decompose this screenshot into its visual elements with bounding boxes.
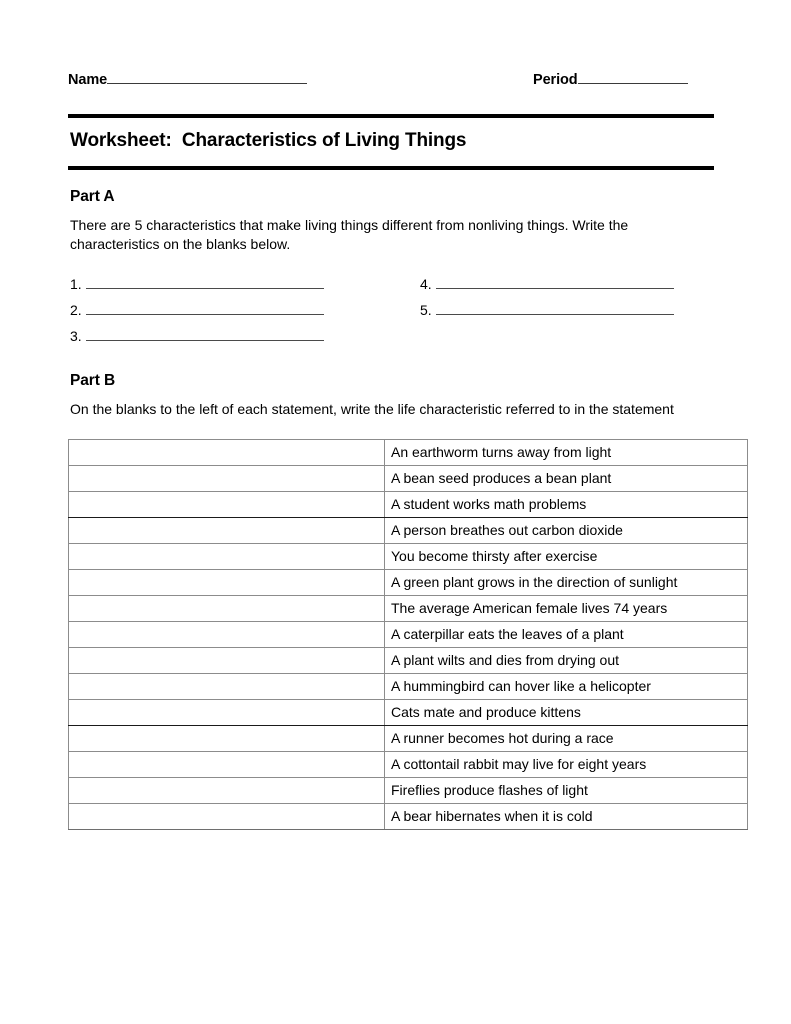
part-a-answer-blanks (68, 276, 716, 354)
answer-cell[interactable] (69, 466, 385, 492)
statement-cell: A bean seed produces a bean plant (385, 466, 748, 492)
table-row (69, 648, 748, 674)
table-row (69, 544, 748, 570)
part-b-instructions: On the blanks to the left of each statement, write the life characteristic referred to in the statement (70, 401, 674, 418)
table-row (69, 752, 748, 778)
statement-cell: An earthworm turns away from light (385, 440, 748, 466)
table-row (69, 492, 748, 518)
answer-cell[interactable] (69, 518, 385, 544)
answer-cell[interactable] (69, 700, 385, 726)
answer-cell[interactable] (69, 648, 385, 674)
page-title: Worksheet: Characteristics of Living Things (70, 130, 467, 151)
statement-cell: A person breathes out carbon dioxide (385, 518, 748, 544)
part-a-instructions: There are 5 characteristics that make living things different from nonliving things. Write the characteristics on the blanks below. (70, 217, 629, 253)
statement-cell: A student works math problems (385, 492, 748, 518)
statement-cell: A cottontail rabbit may live for eight years (385, 752, 748, 778)
answer-blank-3-number: 3. (70, 328, 82, 345)
student-info-header (68, 70, 716, 100)
statements-table-body (69, 440, 748, 830)
name-label: Name (68, 72, 108, 88)
table-row (69, 674, 748, 700)
answer-cell[interactable] (69, 440, 385, 466)
answer-blank-2-line[interactable] (86, 302, 324, 315)
answer-blank-4 (420, 276, 674, 292)
answer-blank-1-number: 1. (70, 276, 82, 293)
answer-cell[interactable] (69, 544, 385, 570)
answer-cell[interactable] (69, 492, 385, 518)
answer-cell[interactable] (69, 726, 385, 752)
statement-cell: A runner becomes hot during a race (385, 726, 748, 752)
name-input-blank[interactable] (107, 70, 307, 84)
table-row (69, 804, 748, 830)
table-row (69, 466, 748, 492)
answer-blank-1-line[interactable] (86, 276, 324, 289)
table-row (69, 726, 748, 752)
answer-cell[interactable] (69, 622, 385, 648)
answer-blank-5-number: 5. (420, 302, 432, 319)
title-rule-top (68, 114, 714, 118)
period-input-blank[interactable] (578, 70, 688, 84)
answer-blank-5 (420, 302, 674, 318)
statement-cell: A caterpillar eats the leaves of a plant (385, 622, 748, 648)
table-row (69, 570, 748, 596)
answer-cell[interactable] (69, 778, 385, 804)
title-rule-bottom (68, 166, 714, 170)
table-row (69, 596, 748, 622)
part-b-heading: Part B (70, 372, 116, 390)
table-row (69, 518, 748, 544)
statement-cell: You become thirsty after exercise (385, 544, 748, 570)
statement-cell: A plant wilts and dies from drying out (385, 648, 748, 674)
name-field-group (68, 70, 307, 88)
answer-cell[interactable] (69, 752, 385, 778)
answer-blank-3-line[interactable] (86, 328, 324, 341)
answer-blank-2 (70, 302, 324, 318)
answer-cell[interactable] (69, 596, 385, 622)
statement-cell: The average American female lives 74 years (385, 596, 748, 622)
table-row (69, 778, 748, 804)
statement-cell: A green plant grows in the direction of sunlight (385, 570, 748, 596)
answer-blank-3 (70, 328, 324, 344)
answer-cell[interactable] (69, 804, 385, 830)
answer-blank-4-line[interactable] (436, 276, 674, 289)
answer-blank-1 (70, 276, 324, 292)
answer-cell[interactable] (69, 570, 385, 596)
statement-cell: A bear hibernates when it is cold (385, 804, 748, 830)
part-a-heading: Part A (70, 188, 115, 205)
statements-table (68, 439, 748, 830)
table-row (69, 622, 748, 648)
table-row (69, 700, 748, 726)
statement-cell: Cats mate and produce kittens (385, 700, 748, 726)
period-label: Period (533, 72, 578, 88)
period-field-group (533, 70, 688, 88)
answer-cell[interactable] (69, 674, 385, 700)
answer-blank-4-number: 4. (420, 276, 432, 293)
statement-cell: Fireflies produce flashes of light (385, 778, 748, 804)
table-row (69, 440, 748, 466)
answer-blank-2-number: 2. (70, 302, 82, 319)
statement-cell: A hummingbird can hover like a helicopter (385, 674, 748, 700)
answer-blank-5-line[interactable] (436, 302, 674, 315)
page-content (68, 0, 716, 830)
